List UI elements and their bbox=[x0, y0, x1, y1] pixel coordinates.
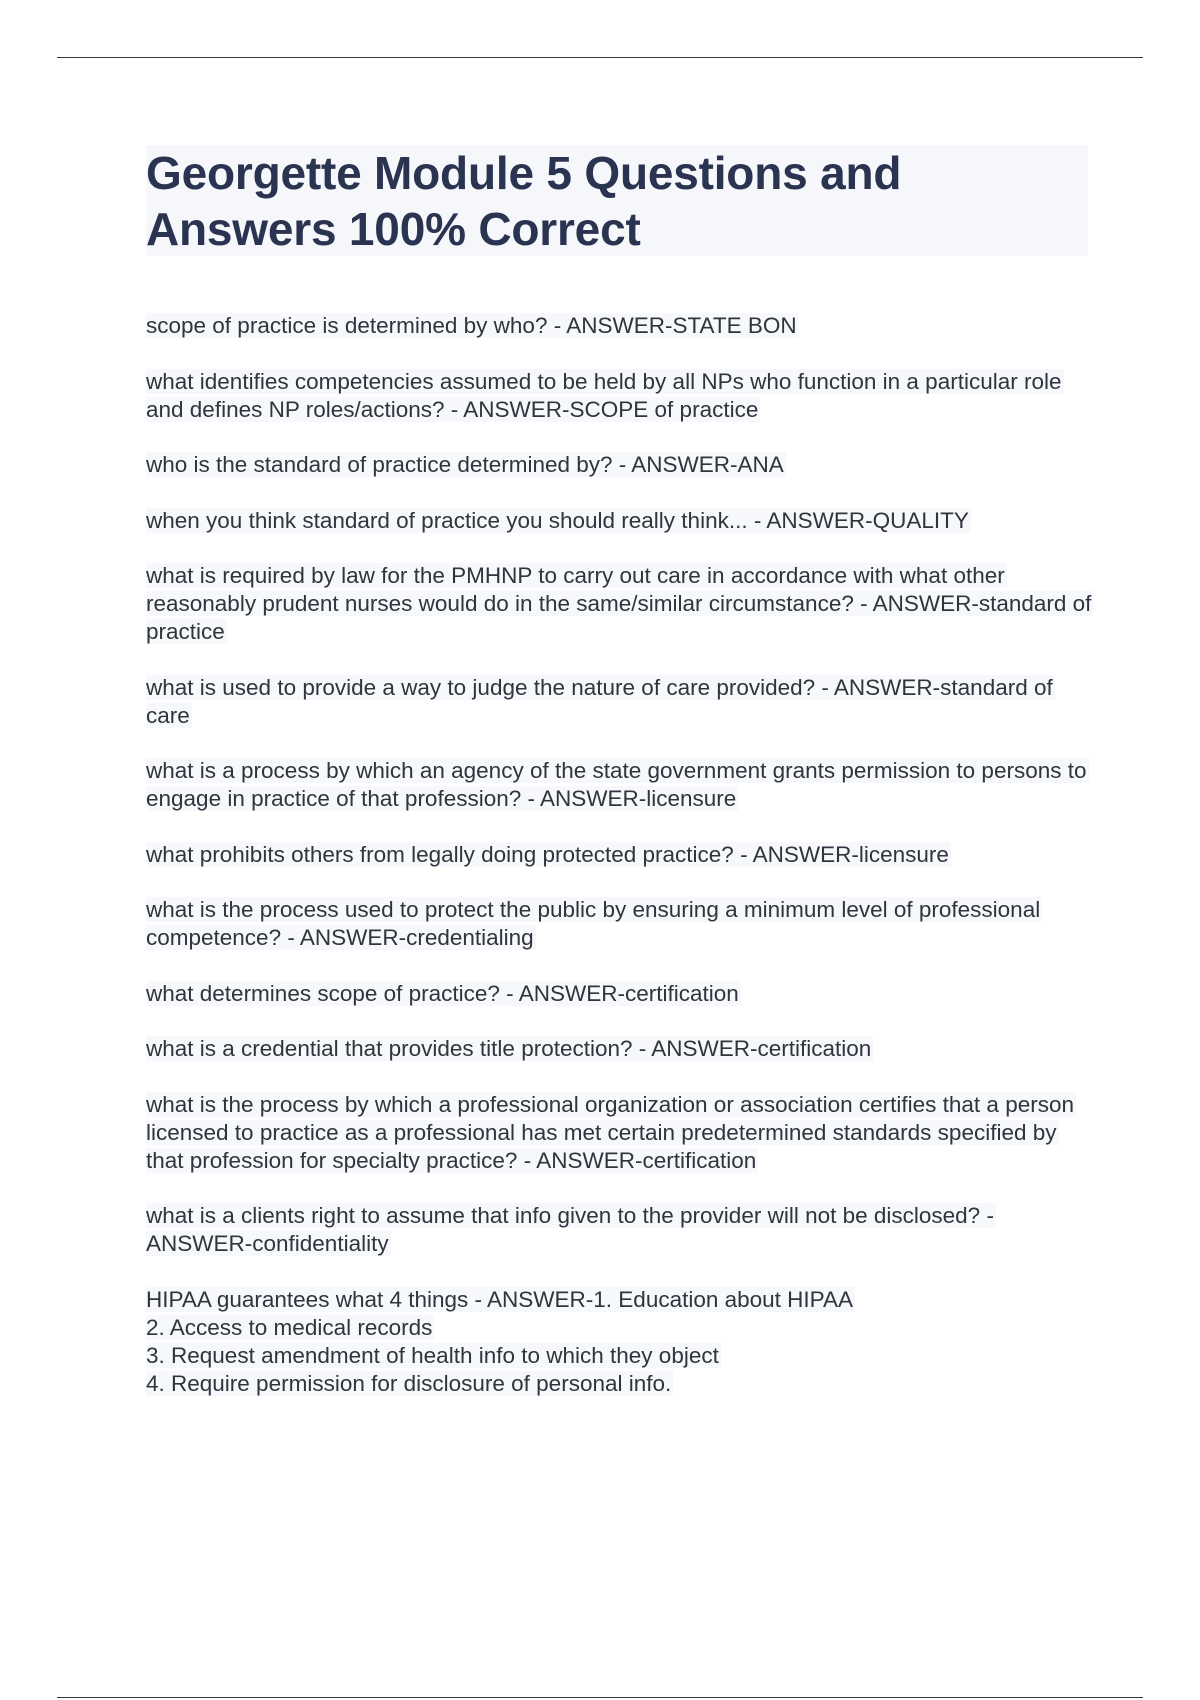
qa-text: scope of practice is determined by who? - ANSWER-STATE BON bbox=[146, 313, 797, 338]
qa-item bbox=[146, 1035, 1096, 1063]
qa-text: when you think standard of practice you should really think... - ANSWER-QUALITY bbox=[146, 507, 969, 533]
qa-item bbox=[146, 451, 1096, 479]
qa-text: HIPAA guarantees what 4 things - ANSWER-1. Education about HIPAA 2. Access to medical records 3. Request amendment of health info to which they object 4. Require permission for disclosure of personal info. bbox=[146, 1286, 854, 1396]
qa-text: what is a process by which an agency of the state government grants permission to persons to engage in practice of that profession? - ANSWER-licensure bbox=[146, 758, 1087, 811]
qa-item bbox=[146, 674, 1096, 730]
header-rule bbox=[57, 57, 1143, 58]
qa-item bbox=[146, 562, 1096, 646]
qa-text: what is used to provide a way to judge the nature of care provided? - ANSWER-standard of care bbox=[146, 674, 1053, 728]
qa-text: what prohibits others from legally doing protected practice? - ANSWER-licensure bbox=[146, 841, 949, 867]
document-title: Georgette Module 5 Questions and Answers 100% Correct bbox=[146, 147, 902, 255]
qa-item bbox=[146, 507, 1096, 535]
qa-text: what is required by law for the PMHNP to carry out care in accordance with what other reasonably prudent nurses would do in the same/similar circumstance? - ANSWER-standard of practice bbox=[146, 563, 1092, 644]
qa-item bbox=[146, 312, 1096, 340]
qa-item bbox=[146, 1286, 1096, 1398]
qa-text: what identifies competencies assumed to be held by all NPs who function in a particular role and defines NP roles/actions? - ANSWER-SCOPE of practice bbox=[146, 368, 1062, 422]
qa-text: who is the standard of practice determined by? - ANSWER-ANA bbox=[146, 452, 784, 477]
qa-text: what is a credential that provides title protection? - ANSWER-certification bbox=[146, 1036, 872, 1061]
qa-text: what is the process used to protect the public by ensuring a minimum level of professional competence? - ANSWER-credentialing bbox=[146, 897, 1041, 950]
qa-list bbox=[146, 312, 1096, 1425]
qa-item bbox=[146, 896, 1096, 952]
footer-rule bbox=[57, 1697, 1143, 1698]
qa-text: what is a clients right to assume that info given to the provider will not be disclosed? - ANSWER-confidentiality bbox=[146, 1203, 994, 1256]
qa-item bbox=[146, 1091, 1096, 1175]
qa-item bbox=[146, 1202, 1096, 1258]
qa-item bbox=[146, 757, 1096, 813]
qa-item bbox=[146, 368, 1096, 424]
qa-item bbox=[146, 841, 1096, 869]
qa-text: what is the process by which a professional organization or association certifies that a person licensed to practice as a professional has met certain predetermined standards specified by that profession for specialty practice? - ANSWER-certification bbox=[146, 1091, 1074, 1173]
qa-item bbox=[146, 980, 1096, 1008]
qa-text: what determines scope of practice? - ANSWER-certification bbox=[146, 980, 739, 1006]
